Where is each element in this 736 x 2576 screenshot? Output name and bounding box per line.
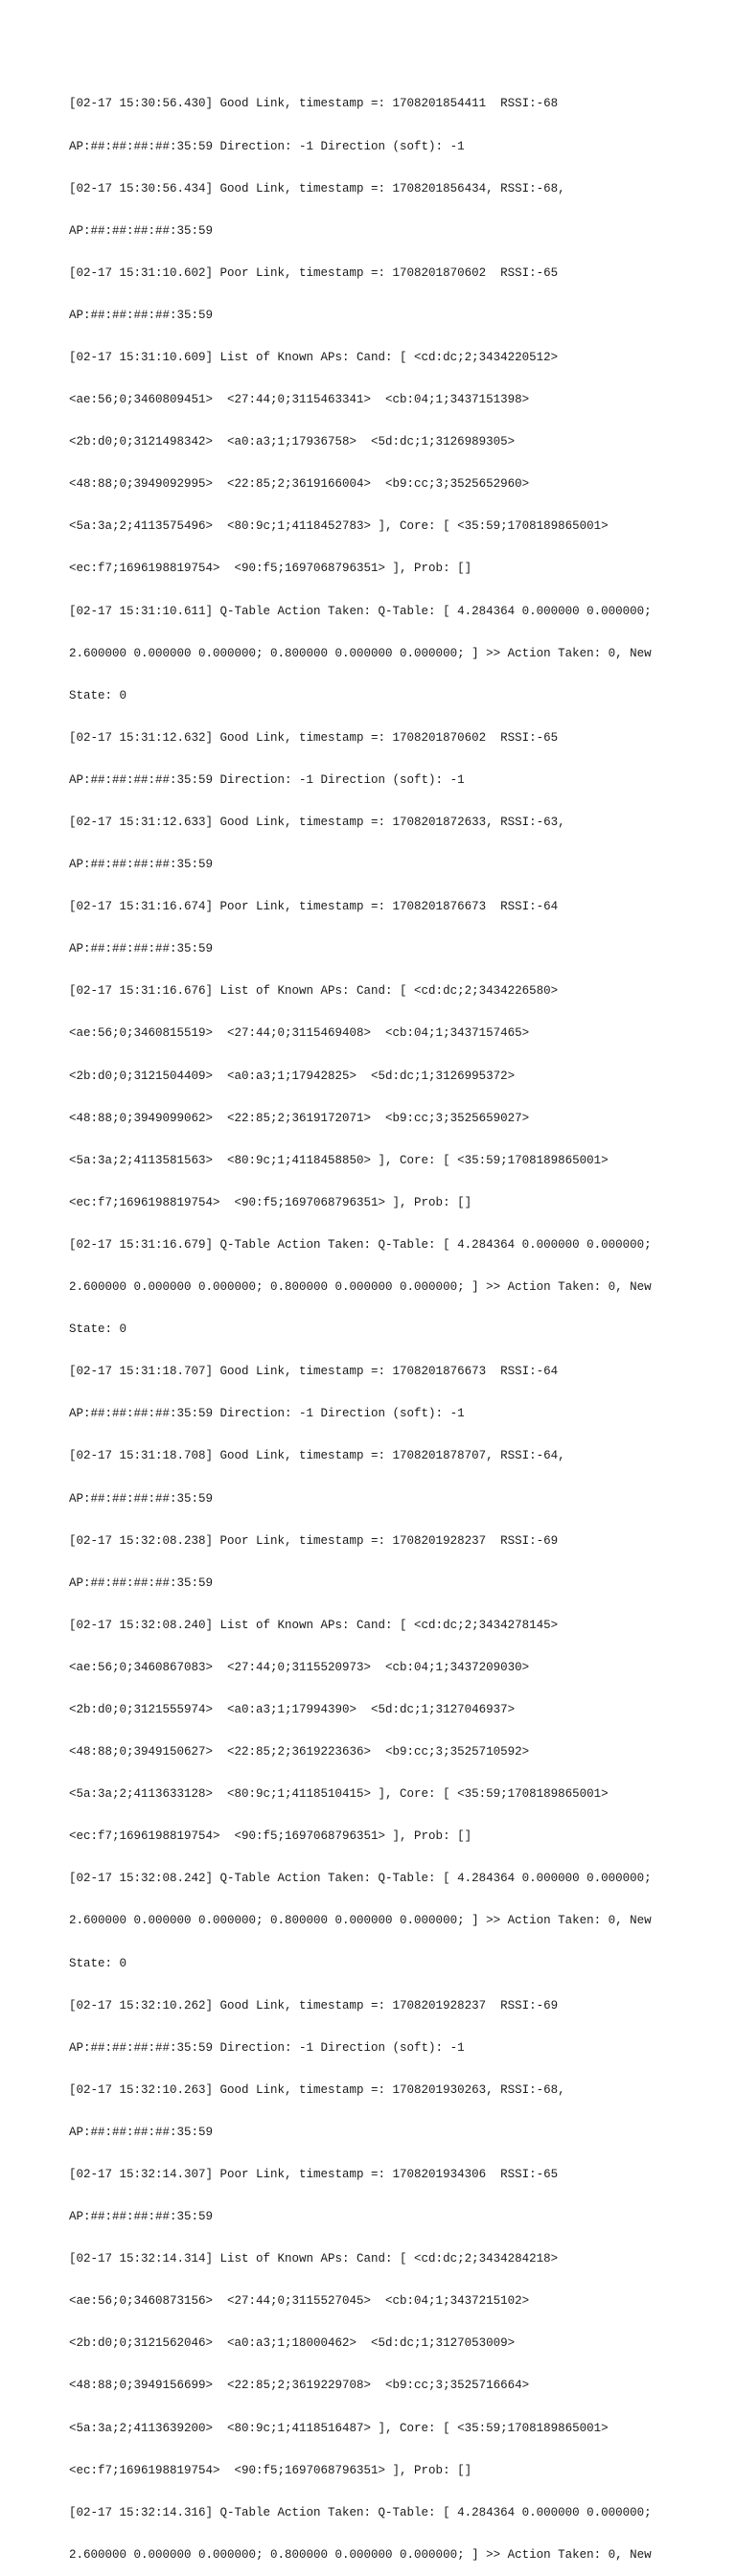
log-line: <5a:3a;2;4113633128> <80:9c;1;4118510415> ], Core: [ <35:59;1708189865001> (69, 1787, 609, 1802)
log-line: <2b:d0;0;3121498342> <a0:a3;1;17936758> <5d:dc;1;3126989305> (69, 435, 516, 449)
log-line: AP:##:##:##:##:35:59 (69, 2125, 214, 2139)
log-line: [02-17 15:32:08.240] List of Known APs: Cand: [ <cd:dc;2;3434278145> (69, 1618, 559, 1632)
log-line: AP:##:##:##:##:35:59 (69, 308, 214, 322)
log-line: [02-17 15:32:14.307] Poor Link, timestamp =: 1708201934306 RSSI:-65 (69, 2168, 559, 2181)
log-line: [02-17 15:31:12.633] Good Link, timestamp =: 1708201872633, RSSI:-63, (69, 816, 565, 829)
log-line: State: 0 (69, 688, 127, 702)
log-line: <ec:f7;1696198819754> <90:f5;1697068796351> ], Prob: [] (69, 2463, 472, 2477)
log-line: <48:88;0;3949099062> <22:85;2;3619172071> <b9:cc;3;3525659027> (69, 1111, 530, 1125)
log-line: <ae:56;0;3460867083> <27:44;0;3115520973> <cb:04;1;3437209030> (69, 1660, 530, 1674)
log-line: AP:##:##:##:##:35:59 Direction: -1 Direction (soft): -1 (69, 2040, 465, 2055)
log-line: <5a:3a;2;4113581563> <80:9c;1;4118458850> ], Core: [ <35:59;1708189865001> (69, 1153, 609, 1167)
log-line: 2.600000 0.000000 0.000000; 0.800000 0.000000 0.000000; ] >> Action Taken: 0, New (69, 1914, 652, 1928)
log-line: [02-17 15:30:56.430] Good Link, timestamp =: 1708201854411 RSSI:-68 (69, 97, 559, 111)
log-line: <ec:f7;1696198819754> <90:f5;1697068796351> ], Prob: [] (69, 562, 472, 576)
log-line: [02-17 15:30:56.434] Good Link, timestamp =: 1708201856434, RSSI:-68, (69, 181, 565, 196)
log-line: State: 0 (69, 1322, 127, 1337)
log-line: <5a:3a;2;4113639200> <80:9c;1;4118516487> ], Core: [ <35:59;1708189865001> (69, 2421, 609, 2435)
log-line: [02-17 15:32:10.263] Good Link, timestamp =: 1708201930263, RSSI:-68, (69, 2082, 565, 2097)
log-line: [02-17 15:31:10.602] Poor Link, timestamp =: 1708201870602 RSSI:-65 (69, 265, 559, 280)
log-line: AP:##:##:##:##:35:59 (69, 858, 214, 872)
log-line: [02-17 15:31:10.611] Q-Table Action Taken: Q-Table: [ 4.284364 0.000000 0.000000; (69, 604, 652, 618)
log-line: [02-17 15:32:10.262] Good Link, timestamp =: 1708201928237 RSSI:-69 (69, 1998, 559, 2012)
log-line: [02-17 15:31:16.679] Q-Table Action Taken: Q-Table: [ 4.284364 0.000000 0.000000; (69, 1237, 652, 1252)
log-line: AP:##:##:##:##:35:59 Direction: -1 Direction (soft): -1 (69, 139, 465, 153)
log-line: <2b:d0;0;3121555974> <a0:a3;1;17994390> <5d:dc;1;3127046937> (69, 1702, 516, 1716)
log-line: <48:88;0;3949156699> <22:85;2;3619229708> <b9:cc;3;3525716664> (69, 2379, 530, 2393)
log-line: <ae:56;0;3460815519> <27:44;0;3115469408> <cb:04;1;3437157465> (69, 1026, 530, 1041)
log-line: <ae:56;0;3460809451> <27:44;0;3115463341> <cb:04;1;3437151398> (69, 393, 530, 407)
log-line: [02-17 15:32:14.316] Q-Table Action Taken: Q-Table: [ 4.284364 0.000000 0.000000; (69, 2505, 652, 2519)
log-line: <ec:f7;1696198819754> <90:f5;1697068796351> ], Prob: [] (69, 1829, 472, 1844)
log-line: [02-17 15:31:12.632] Good Link, timestamp =: 1708201870602 RSSI:-65 (69, 730, 559, 745)
log-line: 2.600000 0.000000 0.000000; 0.800000 0.000000 0.000000; ] >> Action Taken: 0, New (69, 646, 652, 660)
log-line: AP:##:##:##:##:35:59 (69, 2210, 214, 2224)
log-line: 2.600000 0.000000 0.000000; 0.800000 0.000000 0.000000; ] >> Action Taken: 0, New (69, 2547, 652, 2562)
log-line: [02-17 15:31:16.676] List of Known APs: Cand: [ <cd:dc;2;3434226580> (69, 984, 559, 999)
log-line: <2b:d0;0;3121562046> <a0:a3;1;18000462> <5d:dc;1;3127053009> (69, 2336, 516, 2351)
log-line: <48:88;0;3949092995> <22:85;2;3619166004> <b9:cc;3;3525652960> (69, 477, 530, 492)
log-line: [02-17 15:31:16.674] Poor Link, timestamp =: 1708201876673 RSSI:-64 (69, 900, 559, 914)
log-line: State: 0 (69, 1956, 127, 1970)
log-line: AP:##:##:##:##:35:59 Direction: -1 Direction (soft): -1 (69, 772, 465, 787)
log-line: AP:##:##:##:##:35:59 (69, 1491, 214, 1506)
log-line: AP:##:##:##:##:35:59 (69, 223, 214, 238)
log-line: [02-17 15:31:10.609] List of Known APs: Cand: [ <cd:dc;2;3434220512> (69, 350, 559, 364)
log-line: <2b:d0;0;3121504409> <a0:a3;1;17942825> <5d:dc;1;3126995372> (69, 1069, 516, 1083)
log-line: [02-17 15:32:08.242] Q-Table Action Taken: Q-Table: [ 4.284364 0.000000 0.000000; (69, 1872, 652, 1886)
log-line: [02-17 15:31:18.707] Good Link, timestamp =: 1708201876673 RSSI:-64 (69, 1365, 559, 1379)
log-line: <48:88;0;3949150627> <22:85;2;3619223636> <b9:cc;3;3525710592> (69, 1745, 530, 1760)
log-line: 2.600000 0.000000 0.000000; 0.800000 0.000000 0.000000; ] >> Action Taken: 0, New (69, 1280, 652, 1295)
log-line: [02-17 15:31:18.708] Good Link, timestamp =: 1708201878707, RSSI:-64, (69, 1449, 565, 1463)
log-line: <ae:56;0;3460873156> <27:44;0;3115527045> <cb:04;1;3437215102> (69, 2294, 530, 2309)
log-line: <ec:f7;1696198819754> <90:f5;1697068796351> ], Prob: [] (69, 1195, 472, 1209)
log-line: AP:##:##:##:##:35:59 Direction: -1 Direction (soft): -1 (69, 1407, 465, 1421)
log-line: [02-17 15:32:08.238] Poor Link, timestamp =: 1708201928237 RSSI:-69 (69, 1533, 559, 1548)
log-output (69, 69, 663, 2576)
log-line: AP:##:##:##:##:35:59 (69, 1576, 214, 1590)
log-line: <5a:3a;2;4113575496> <80:9c;1;4118452783> ], Core: [ <35:59;1708189865001> (69, 519, 609, 534)
log-line: [02-17 15:32:14.314] List of Known APs: Cand: [ <cd:dc;2;3434284218> (69, 2252, 559, 2266)
log-line: AP:##:##:##:##:35:59 (69, 942, 214, 956)
